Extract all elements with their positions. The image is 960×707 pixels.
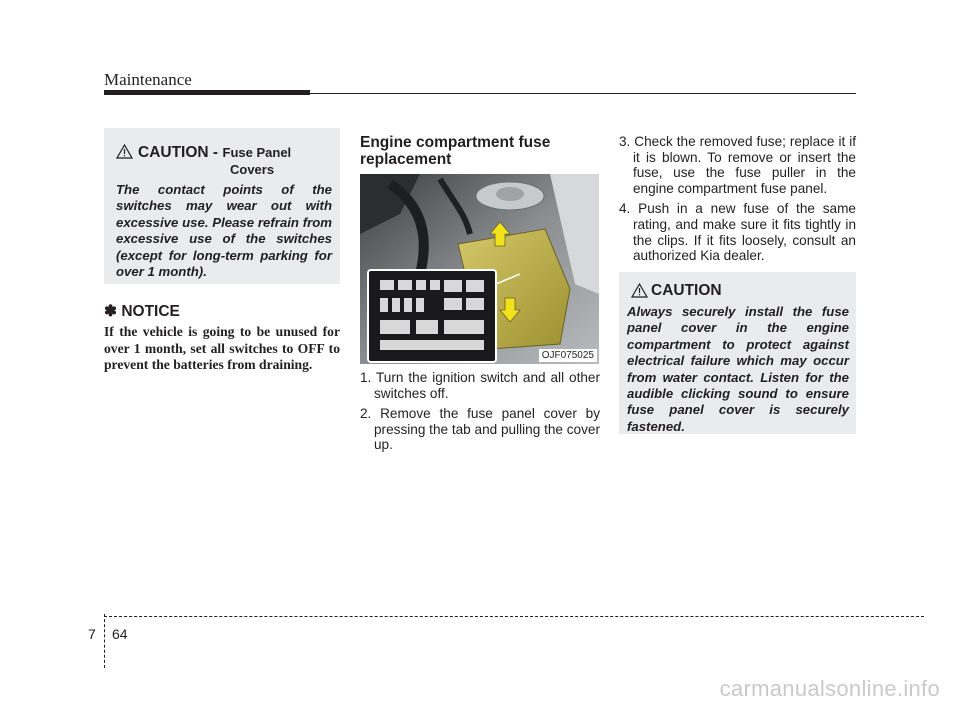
engine-compartment-illustration — [360, 174, 599, 364]
caution-title: CAUTION - — [138, 144, 219, 161]
caution-subtitle-line2: Covers — [230, 162, 275, 177]
header-rule-thick — [104, 90, 310, 95]
notice-title: NOTICE — [121, 303, 180, 320]
procedure-steps-right — [619, 134, 856, 269]
notice-heading — [104, 302, 180, 321]
caution-box-fuse-panel-install — [619, 272, 856, 434]
caution-body: Always securely install the fuse panel cover in the engine compartment to protect against electrical failure which may occur from water contact. Listen for the audible clicking sound to ensure fuse panel cover is securely fastened. — [627, 304, 849, 434]
caution-title: CAUTION — [651, 282, 722, 299]
photo-code: OJF075025 — [539, 349, 597, 362]
section-heading: Engine compartment fuse replacement — [360, 134, 551, 168]
procedure-step: 3. Check the removed fuse; replace it if it is blown. To remove or insert the fuse, use the fuse puller in the engine compartment fuse panel. — [619, 134, 856, 196]
caution-box-fuse-panel-covers — [104, 128, 340, 284]
notice-body: If the vehicle is going to be unused for over 1 month, set all switches to OFF to prevent the batteries from draining. — [104, 324, 340, 373]
footer-divider — [104, 614, 105, 668]
procedure-step: 4. Push in a new fuse of the same rating, and make sure it fits tightly in the clips. If it fits loosely, consult an authorized Kia dealer. — [619, 201, 856, 264]
caution-subtitle-line1: Fuse Panel — [222, 145, 292, 160]
procedure-steps-middle — [360, 370, 600, 458]
notice-symbol-icon: ✽ — [104, 303, 117, 320]
watermark: carmanualsonline.info — [719, 676, 940, 701]
chapter-number: 7 — [88, 626, 96, 642]
warning-triangle-icon — [631, 283, 648, 298]
procedure-step: 2. Remove the fuse panel cover by pressing the tab and pulling the cover up. — [360, 406, 600, 453]
footer-rule — [104, 616, 924, 617]
page-number: 64 — [112, 626, 128, 642]
engine-compartment-photo — [360, 174, 599, 364]
warning-triangle-icon — [116, 144, 133, 159]
page-header-title: Maintenance — [104, 70, 192, 89]
header-rule-thin — [310, 93, 856, 94]
procedure-step: 1. Turn the ignition switch and all other switches off. — [360, 370, 600, 401]
caution-body: The contact points of the switches may wear out with excessive use. Please refrain from excessive use of the switches (except for long-term parking for over 1 month). — [116, 182, 332, 280]
